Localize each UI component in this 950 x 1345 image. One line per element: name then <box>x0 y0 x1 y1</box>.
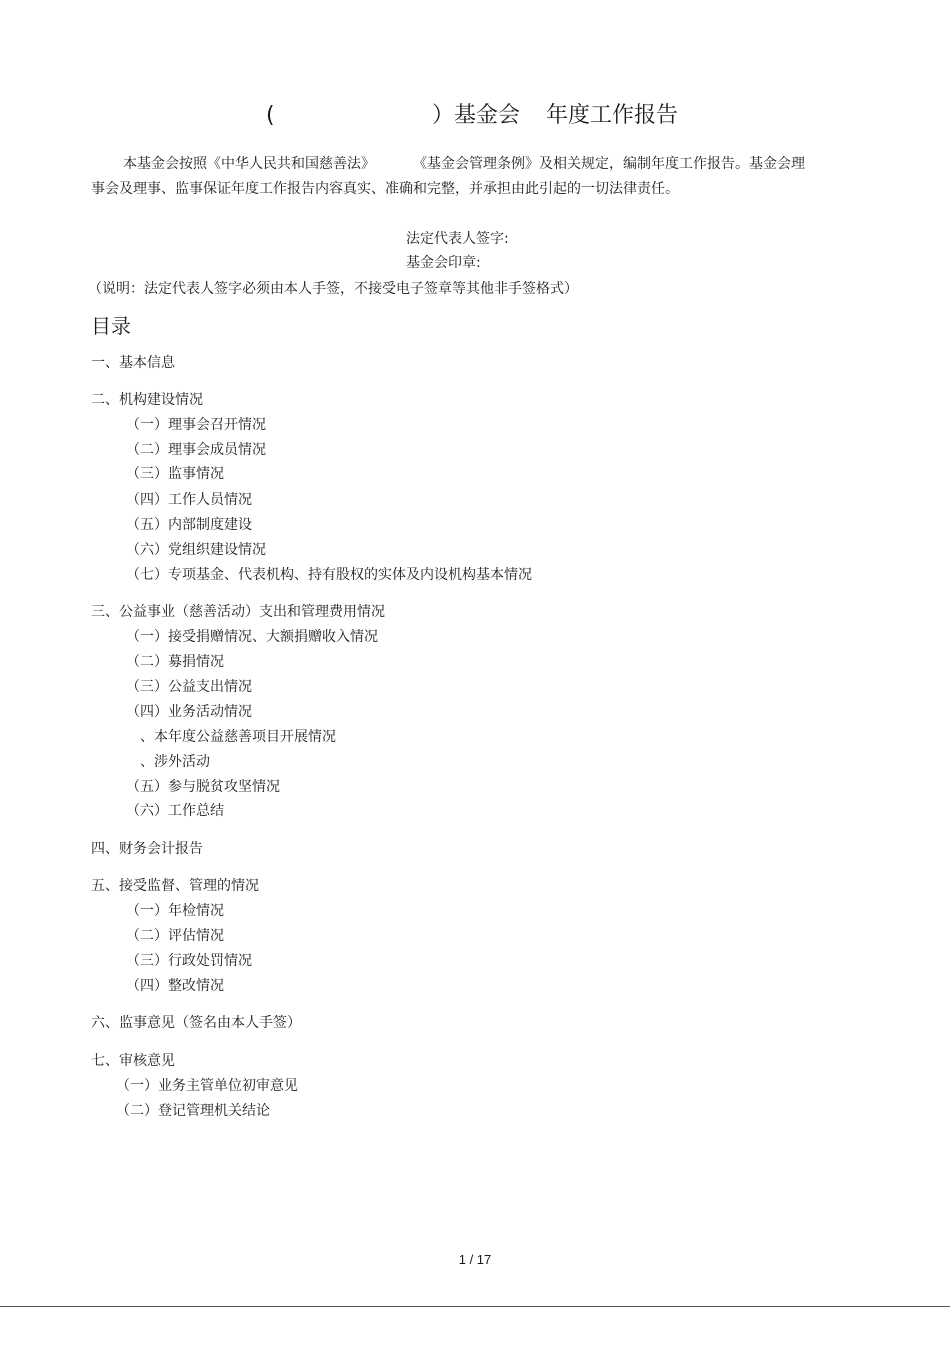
toc-item: （一）年检情况 <box>126 903 224 919</box>
title-open-paren: ( <box>266 103 275 128</box>
toc-item: （六）党组织建设情况 <box>126 542 266 558</box>
toc-item: 六、监事意见（签名由本人手签） <box>91 1015 301 1031</box>
toc-item: 七、审核意见 <box>91 1053 175 1069</box>
toc-item: （二）登记管理机关结论 <box>116 1103 270 1119</box>
signature-note: （说明：法定代表人签字必须由本人手签，不接受电子签章等其他非手签格式） <box>88 281 578 297</box>
toc-item: 、涉外活动 <box>140 754 210 770</box>
toc-item: （五）参与脱贫攻坚情况 <box>126 779 280 795</box>
toc-item: 、本年度公益慈善项目开展情况 <box>140 729 336 745</box>
toc-item: （四）整改情况 <box>126 978 224 994</box>
toc-item: （一）业务主管单位初审意见 <box>116 1078 298 1094</box>
toc-item: （三）行政处罚情况 <box>126 953 252 969</box>
toc-heading: 目录 <box>91 314 131 338</box>
toc-item: （七）专项基金、代表机构、持有股权的实体及内设机构基本情况 <box>126 567 532 583</box>
toc-item: （二）评估情况 <box>126 928 224 944</box>
toc-item: （四）工作人员情况 <box>126 492 252 508</box>
toc-item: （一）理事会召开情况 <box>126 417 266 433</box>
toc-item: 四、财务会计报告 <box>91 841 203 857</box>
toc-item: 五、接受监督、管理的情况 <box>91 878 259 894</box>
toc-item: （三）监事情况 <box>126 466 224 482</box>
toc-item: （四）业务活动情况 <box>126 704 252 720</box>
title-organization: ）基金会 <box>432 103 521 128</box>
intro-part-1: 本基金会按照《中华人民共和国慈善法》 <box>123 156 375 172</box>
toc-item: （二）理事会成员情况 <box>126 442 266 458</box>
representative-signature-label: 法定代表人签字: <box>406 231 509 247</box>
toc-item: 二、机构建设情况 <box>91 392 203 408</box>
toc-item: （五）内部制度建设 <box>126 517 252 533</box>
toc-item: 三、公益事业（慈善活动）支出和管理费用情况 <box>91 604 385 620</box>
footer-divider <box>0 1306 950 1307</box>
intro-part-2: 《基金会管理条例》及相关规定，编制年度工作报告。基金会理事会及理事、监事保证年度工作报告内容真实、准确和完整，并承担由此引起的一切法律责任。 <box>91 156 805 197</box>
toc-item: （三）公益支出情况 <box>126 679 252 695</box>
page-number: 1 / 17 <box>458 1252 492 1267</box>
toc-item: （一）接受捐赠情况、大额捐赠收入情况 <box>126 629 378 645</box>
toc-item: 一、基本信息 <box>91 355 175 371</box>
toc-item: （二）募捐情况 <box>126 654 224 670</box>
seal-label: 基金会印章: <box>406 255 481 271</box>
title-report-name: 年度工作报告 <box>546 103 679 128</box>
toc-item: （六）工作总结 <box>126 803 224 819</box>
